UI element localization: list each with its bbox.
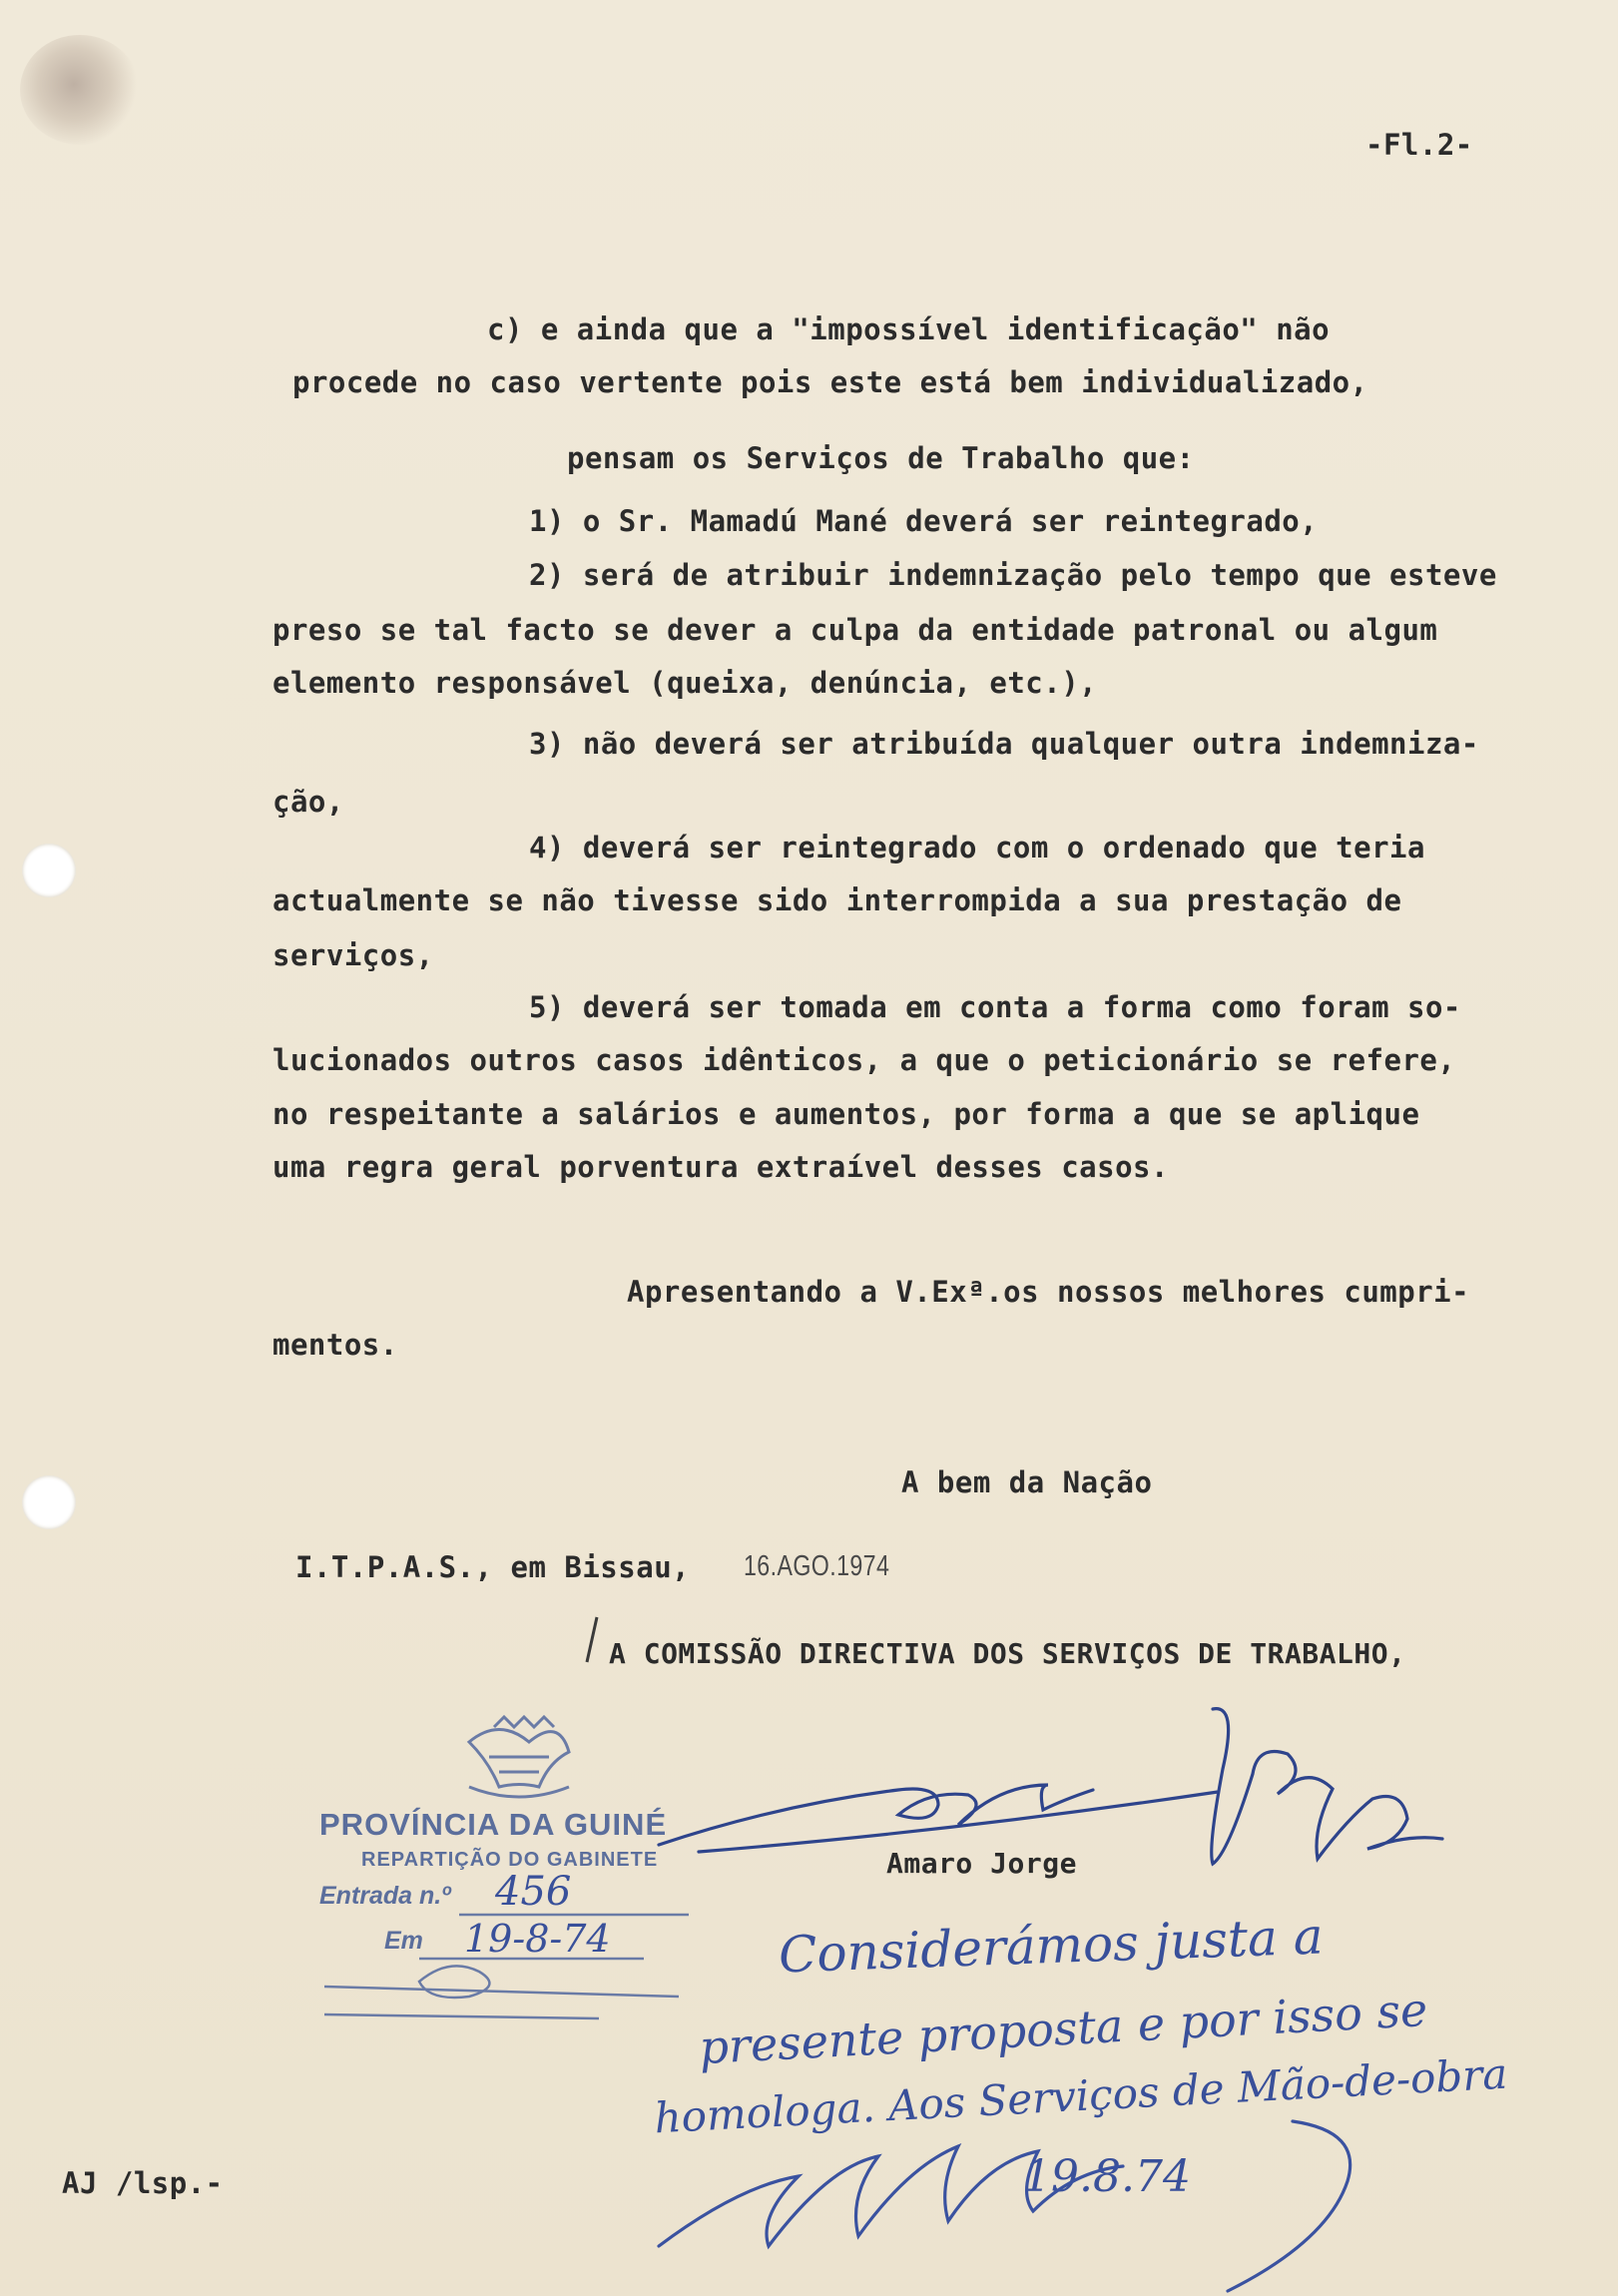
item-5-line-1: 5) deverá ser tomada em conta a forma como foram so- [529, 990, 1461, 1024]
item-5-line-4: uma regra geral porventura extraível desses casos. [272, 1150, 1169, 1184]
stamp-date-label: Em [384, 1927, 423, 1955]
slash-mark [587, 1617, 597, 1662]
stamp-date-value: 19-8-74 [464, 1917, 611, 1961]
item-5-line-3: no respeitante a salários e aumentos, por forma a que se aplique [272, 1097, 1420, 1131]
item-4-line-3: serviços, [272, 938, 434, 972]
item-4-line-2: actualmente se não tivesse sido interrompida a sua prestação de [272, 883, 1402, 917]
closing-line-1: Apresentando a V.Exª.os nossos melhores cumpri- [627, 1275, 1470, 1309]
date-stamp: 16.AGO.1974 [744, 1550, 890, 1582]
item-1: 1) o Sr. Mamadú Mané deverá ser reintegrado, [529, 504, 1319, 538]
item-5-line-2: lucionados outros casos idênticos, a que o peticionário se refere, [272, 1043, 1456, 1077]
signature-amaro-jorge [659, 1709, 1442, 1864]
stamp-entry-number: 456 [495, 1869, 572, 1915]
page-number: -Fl.2- [1365, 128, 1473, 162]
item-3-line-2: ção, [272, 785, 344, 819]
item-2-line-1: 2) será de atribuir indemnização pelo tempo que esteve [529, 558, 1497, 592]
stamp-province: PROVÍNCIA DA GUINÉ [319, 1807, 668, 1842]
handwritten-note-line-2: presente proposta e por isso se [698, 1982, 1429, 2075]
place-line: I.T.P.A.S., em Bissau, [295, 1550, 691, 1584]
signature-homologation [659, 2121, 1350, 2291]
closing-line-2: mentos. [272, 1328, 398, 1362]
commission-line: A COMISSÃO DIRECTIVA DOS SERVIÇOS DE TRABALHO, [609, 1637, 1406, 1670]
handwritten-note-line-3: homologa. Aos Serviços de Mão-de-obra [653, 2048, 1509, 2143]
paragraph-c-line-1: c) e ainda que a "impossível identificação" não [487, 312, 1331, 346]
stamp-department: REPARTIÇÃO DO GABINETE [361, 1849, 659, 1871]
handwritten-note-date: 19.8.74 [1023, 2151, 1191, 2202]
crest-icon [469, 1717, 569, 1797]
paragraph-c-line-2: procede no caso vertente pois este está bem individualizado, [292, 365, 1368, 399]
intro-line: pensam os Serviços de Trabalho que: [567, 441, 1195, 475]
reference-initials: AJ /lsp.- [62, 2166, 224, 2200]
stamp-entry-label: Entrada n.º [319, 1882, 451, 1910]
item-2-line-3: elemento responsável (queixa, denúncia, etc.), [272, 666, 1098, 700]
signatory-name: Amaro Jorge [886, 1847, 1077, 1880]
item-2-line-2: preso se tal facto se dever a culpa da entidade patronal ou algum [272, 613, 1438, 647]
salutation: A bem da Nação [901, 1465, 1153, 1499]
item-3-line-1: 3) não deverá ser atribuída qualquer outra indemniza- [529, 727, 1479, 761]
stamp-lines [324, 1915, 689, 2018]
item-4-line-1: 4) deverá ser reintegrado com o ordenado que teria [529, 831, 1425, 864]
handwritten-note-line-1: Considerámos justa a [778, 1907, 1325, 1985]
